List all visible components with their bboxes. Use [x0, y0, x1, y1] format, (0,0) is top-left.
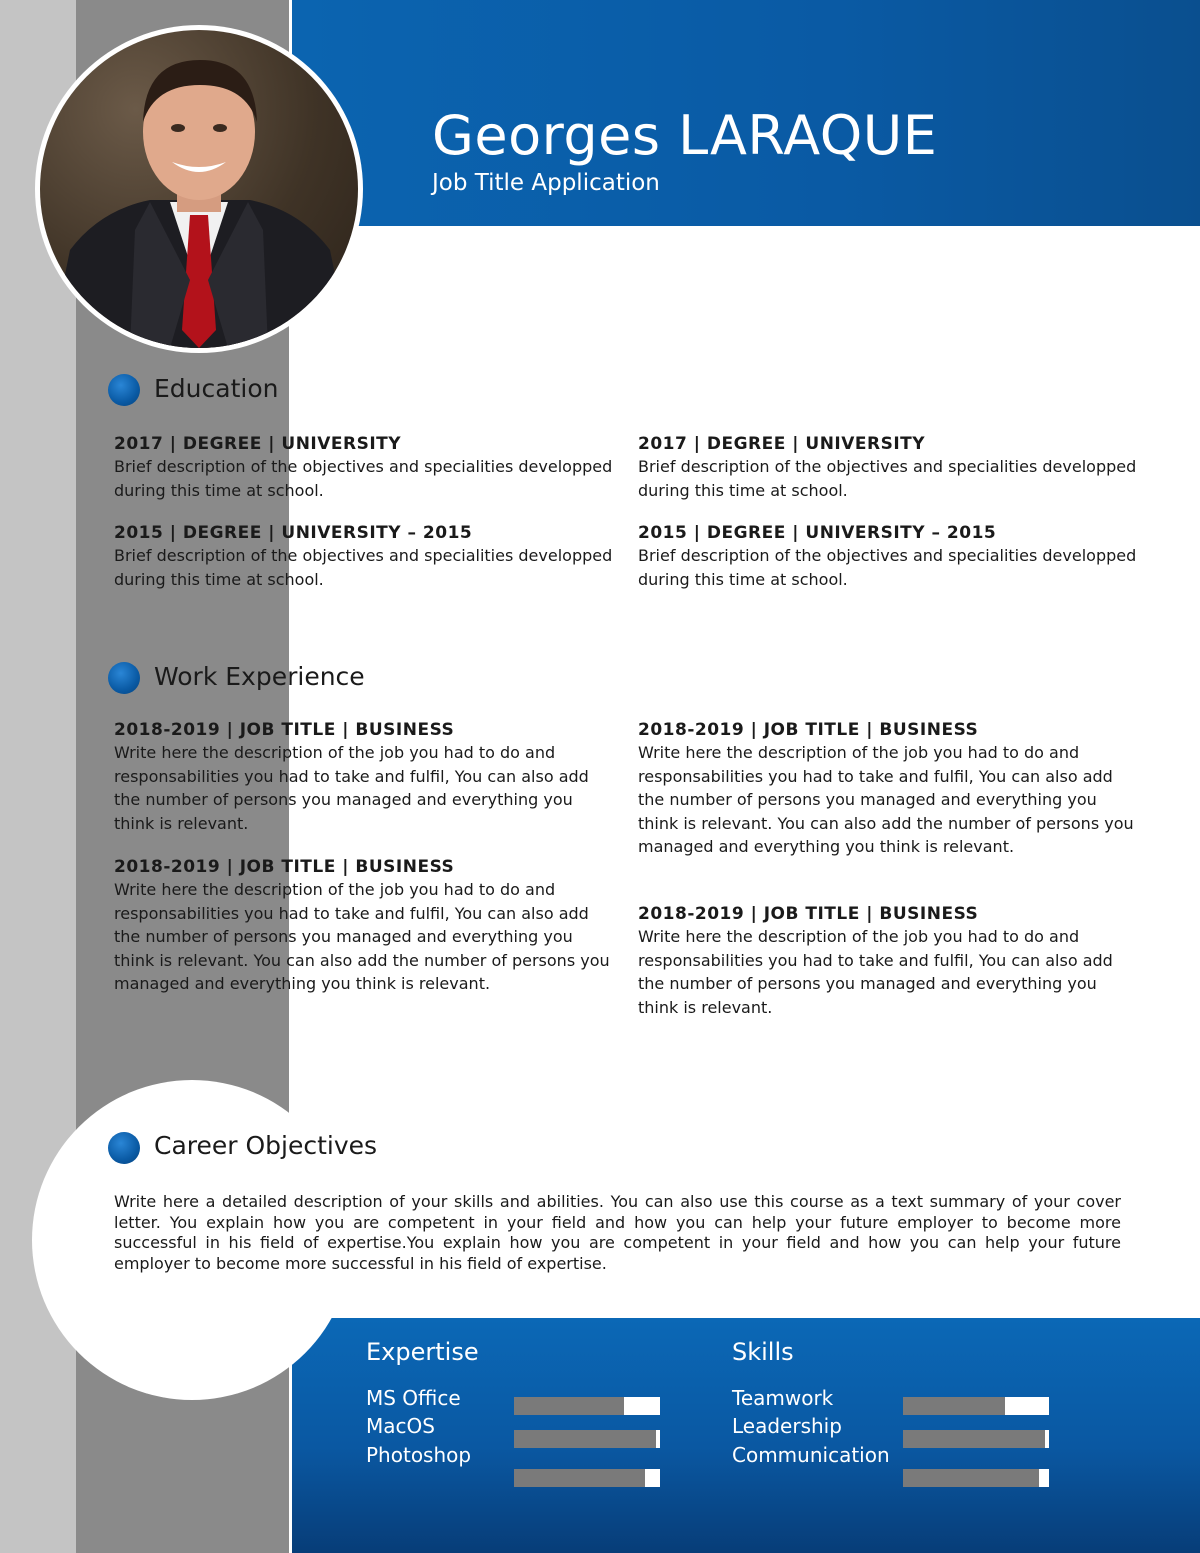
candidate-name: Georges LARAQUE — [432, 104, 938, 167]
work-entry-text: Write here the description of the job you had to do and responsabilities you had to take and fulfil, You can also add the number of persons you managed and everything you think is relevant. You can also add the number of persons you managed and everything you think is relevant. — [638, 743, 1134, 856]
profile-photo — [40, 30, 358, 348]
education-entry-text: Brief description of the objectives and specialities developped during this time at school. — [638, 457, 1137, 500]
education-entry — [638, 433, 1138, 502]
work-entry-title: 2018-2019 | JOB TITLE | BUSINESS — [114, 857, 455, 877]
education-entry — [638, 522, 1138, 591]
education-entry-text: Brief description of the objectives and specialities developped during this time at school. — [638, 546, 1137, 589]
skills-item: Communication — [732, 1443, 890, 1467]
education-entry-title: 2015 | DEGREE | UNIVERSITY – 2015 — [638, 523, 997, 543]
education-entry-title: 2015 | DEGREE | UNIVERSITY – 2015 — [114, 523, 473, 543]
work-entry — [114, 856, 614, 996]
skills-level-fill — [903, 1397, 1005, 1415]
education-entry-text: Brief description of the objectives and specialities developped during this time at school. — [114, 457, 613, 500]
expertise-item: MacOS — [366, 1414, 435, 1438]
work-heading: Work Experience — [154, 662, 365, 691]
expertise-level-bar — [514, 1397, 660, 1415]
education-entry-title: 2017 | DEGREE | UNIVERSITY — [638, 434, 926, 454]
expertise-heading: Expertise — [366, 1338, 479, 1366]
skills-item: Teamwork — [732, 1386, 834, 1410]
education-bullet-icon — [108, 374, 140, 406]
work-entry-text: Write here the description of the job you had to do and responsabilities you had to take and fulfil, You can also add the number of persons you managed and everything you think is relevant. — [638, 927, 1113, 1017]
education-entry-title: 2017 | DEGREE | UNIVERSITY — [114, 434, 402, 454]
job-title: Job Title Application — [432, 170, 660, 196]
expertise-level-fill — [514, 1397, 624, 1415]
work-entry-title: 2018-2019 | JOB TITLE | BUSINESS — [638, 720, 979, 740]
skills-level-bar — [903, 1430, 1049, 1448]
career-heading: Career Objectives — [154, 1131, 378, 1160]
skills-item: Leadership — [732, 1414, 842, 1438]
education-entry — [114, 522, 614, 591]
skills-level-bar — [903, 1469, 1049, 1487]
work-entry-title: 2018-2019 | JOB TITLE | BUSINESS — [638, 904, 979, 924]
skills-heading: Skills — [732, 1338, 794, 1366]
work-entry-text: Write here the description of the job you had to do and responsabilities you had to take and fulfil, You can also add the number of persons you managed and everything you think is relevant. — [114, 743, 589, 833]
work-entry-title: 2018-2019 | JOB TITLE | BUSINESS — [114, 720, 455, 740]
work-entry — [638, 903, 1138, 1019]
work-entry-text: Write here the description of the job you had to do and responsabilities you had to take and fulfil, You can also add the number of persons you managed and everything you think is relevant. You can also add the number of persons you managed and everything you think is relevant. — [114, 880, 610, 993]
education-entry-text: Brief description of the objectives and specialities developped during this time at school. — [114, 546, 613, 589]
expertise-level-fill — [514, 1469, 645, 1487]
expertise-item: Photoshop — [366, 1443, 472, 1467]
skills-level-bar — [903, 1397, 1049, 1415]
skills-level-fill — [903, 1469, 1039, 1487]
career-bullet-icon — [108, 1132, 140, 1164]
expertise-level-bar — [514, 1430, 660, 1448]
expertise-level-bar — [514, 1469, 660, 1487]
expertise-level-fill — [514, 1430, 656, 1448]
education-entry — [114, 433, 614, 502]
education-heading: Education — [154, 374, 279, 403]
career-objective-text: Write here a detailed description of your skills and abilities. You can also use this course as a text summary of your cover letter. You explain how you are competent in your field and how you can help your future employer to become more successful in his field of expertise.You explain how you are competent in your field and how you can help your future employer to become more successful in his field of expertise. — [114, 1192, 1121, 1273]
skills-level-fill — [903, 1430, 1045, 1448]
person-portrait-icon — [40, 30, 358, 348]
work-entry — [114, 719, 614, 835]
expertise-item: MS Office — [366, 1386, 461, 1410]
work-bullet-icon — [108, 662, 140, 694]
work-entry — [638, 719, 1138, 859]
